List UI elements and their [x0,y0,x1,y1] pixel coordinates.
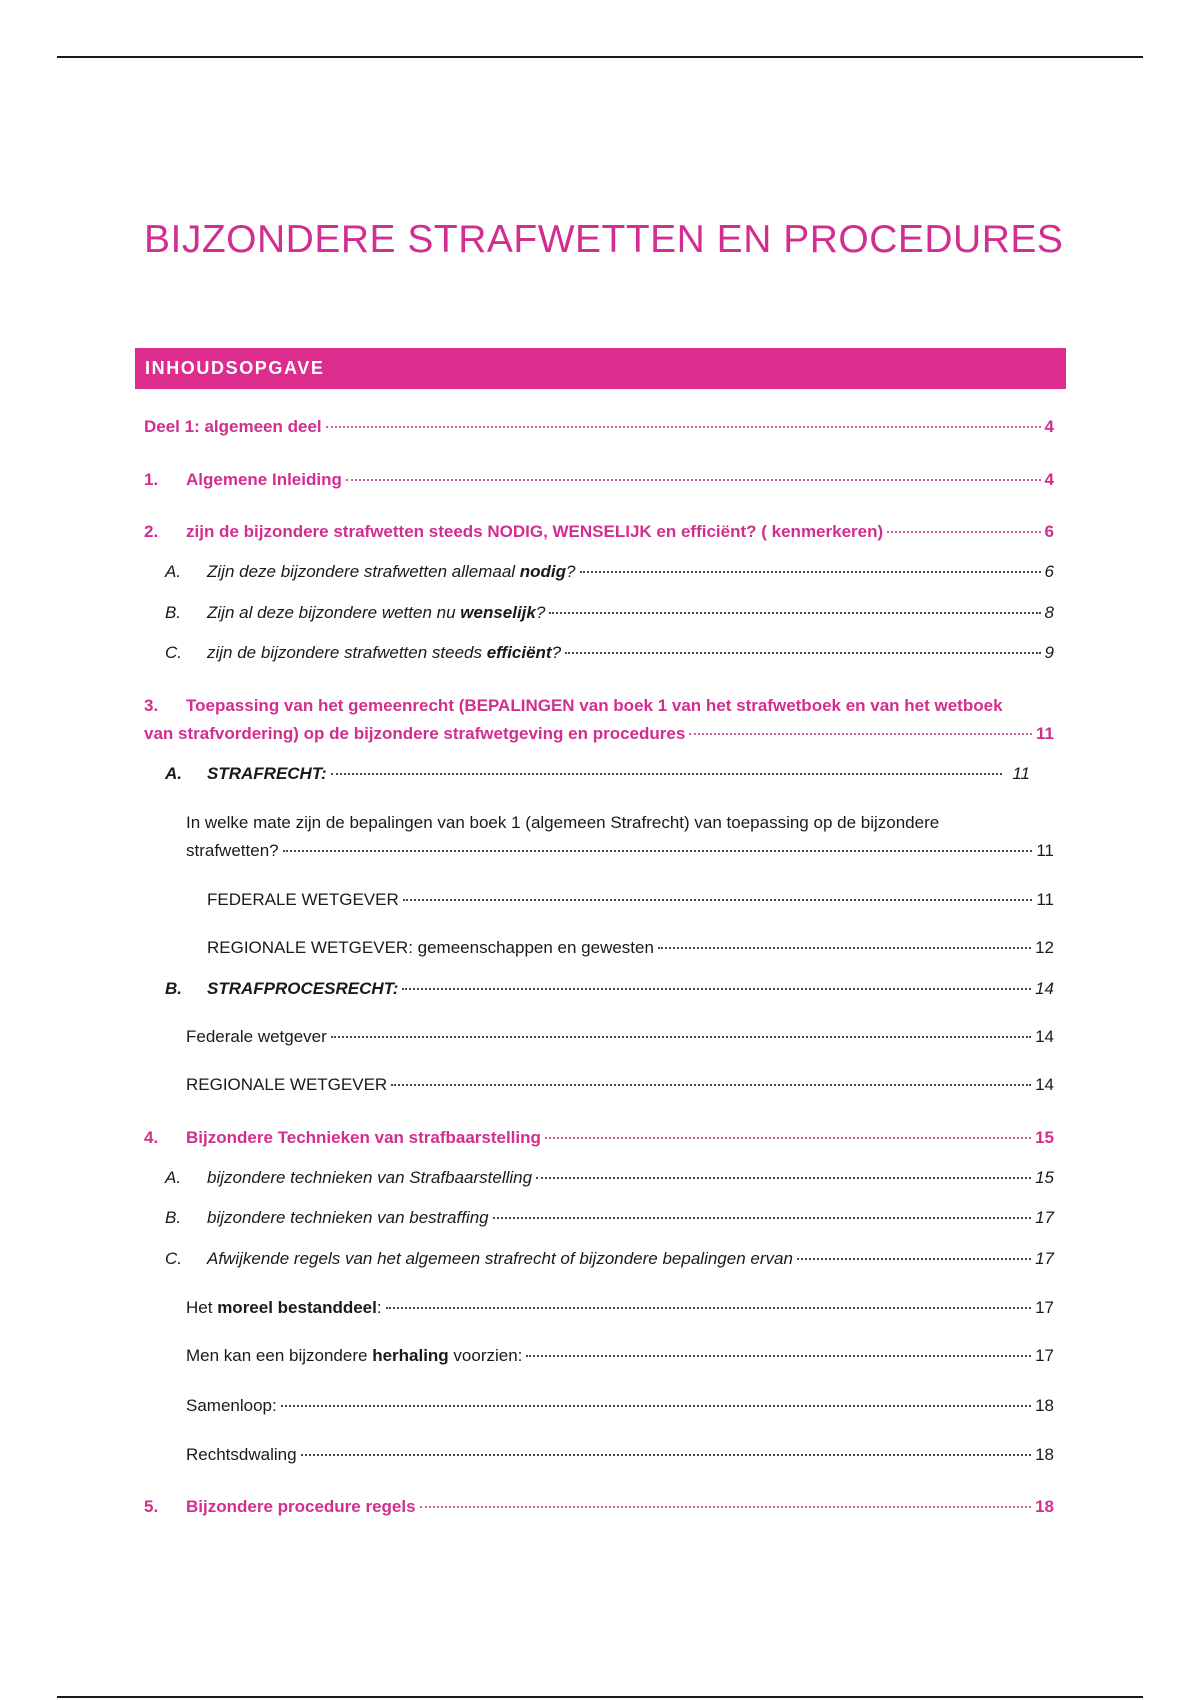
toc-entry-herhaling[interactable] [186,1342,1054,1370]
dot-leader [565,652,1040,654]
toc-entry-2a[interactable] [165,558,1054,586]
dot-leader [402,988,1031,990]
toc-entry-page: 14 [1035,1075,1054,1094]
toc-entry-page: 12 [1035,938,1054,957]
toc-entry-text: bijzondere technieken van bestraffing [207,1208,489,1227]
toc-entry-number: A. [165,764,182,783]
toc-entry-text: Rechtsdwaling [186,1445,297,1464]
toc-entry-page: 17 [1035,1208,1054,1227]
dot-leader [545,1137,1031,1139]
toc-entry-text: Men kan een bijzondere herhaling voorzien: [186,1346,523,1365]
toc-entry-page: 11 [1012,764,1030,783]
toc-entry-page: 15 [1035,1168,1054,1187]
document-title: BIJZONDERE STRAFWETTEN EN PROCEDURES [144,218,1064,261]
toc-entry-number: 4. [144,1128,159,1147]
dot-leader [689,733,1032,735]
toc-entry-text: Afwijkende regels van het algemeen strafrecht of bijzondere bepalingen ervan [207,1249,793,1268]
toc-entry-page: 11 [1036,890,1054,909]
toc-entry-page: 17 [1035,1249,1054,1268]
toc-entry-number: B. [165,979,182,998]
toc-entry-page: 18 [1035,1396,1054,1415]
dot-leader [493,1217,1031,1219]
toc-heading: INHOUDSOPGAVE [145,358,325,378]
toc-entry-number: A. [165,1168,182,1187]
toc-entry-4[interactable] [144,1124,1054,1152]
toc-entry-page: 17 [1035,1298,1054,1317]
toc-entry-text: STRAFPROCESRECHT: [207,979,399,998]
toc-entry-text: Algemene Inleiding [186,470,342,489]
toc-entry-number: 1. [144,470,159,489]
toc-entry-1[interactable] [144,466,1054,494]
toc-entry-4c[interactable] [165,1245,1054,1273]
toc-entry-page: 18 [1035,1497,1054,1516]
dot-leader [331,773,1002,775]
toc-entry-page: 14 [1035,1027,1054,1046]
dot-leader [420,1506,1032,1508]
toc-entry-number: C. [165,643,182,662]
toc-entry-page: 8 [1044,603,1054,622]
toc-entry-number: A. [165,562,182,581]
toc-entry-4b[interactable] [165,1204,1054,1232]
toc-entry-5[interactable] [144,1493,1054,1521]
toc-entry-text: REGIONALE WETGEVER [186,1075,388,1094]
toc-entry-text: van strafvordering) op de bijzondere strafwetgeving en procedures [144,724,686,743]
toc-entry-2[interactable] [144,518,1054,546]
dot-leader [403,899,1033,901]
toc-entry-moreel-bestanddeel[interactable] [186,1294,1054,1322]
toc-entry-page: 4 [1044,417,1054,436]
toc-entry-3a[interactable] [165,760,1030,788]
dot-leader [386,1307,1031,1309]
toc-entry-text: Zijn al deze bijzondere wetten nu wenselijk? [207,603,546,622]
dot-leader [549,612,1040,614]
dot-leader [301,1454,1032,1456]
toc-entry-page: 11 [1036,841,1054,860]
toc-entry-3-line1[interactable] [144,692,1003,720]
toc-entry-2c[interactable] [165,639,1054,667]
toc-entry-text: Het moreel bestanddeel: [186,1298,382,1317]
dot-leader [580,571,1041,573]
toc-entry-text: Zijn deze bijzondere strafwetten allemaal nodig? [207,562,576,581]
toc-entry-deel-1[interactable] [144,413,1054,441]
dot-leader [887,531,1040,533]
toc-entry-regionale-wetgever-gemeenschappen[interactable] [207,934,1054,962]
dot-leader [326,426,1041,428]
toc-entry-text: Bijzondere Technieken van strafbaarstelling [186,1128,541,1147]
toc-heading-banner [135,348,1066,389]
toc-entry-text: Federale wetgever [186,1027,327,1046]
toc-entry-in-welke-mate-line2[interactable] [186,837,1054,865]
toc-entry-text: FEDERALE WETGEVER [207,890,399,909]
toc-entry-text: Deel 1: algemeen deel [144,417,322,436]
top-rule [57,56,1143,58]
toc-entry-page: 9 [1044,643,1054,662]
toc-entry-page: 11 [1036,724,1054,743]
toc-entry-rechtsdwaling[interactable] [186,1441,1054,1469]
dot-leader [658,947,1031,949]
bottom-rule [57,1696,1143,1698]
toc-entry-page: 6 [1044,522,1054,541]
toc-entry-page: 6 [1044,562,1054,581]
toc-entry-federale-wetgever[interactable] [207,886,1054,914]
toc-entry-page: 18 [1035,1445,1054,1464]
toc-entry-text: bijzondere technieken van Strafbaarstelling [207,1168,533,1187]
toc-entry-4a[interactable] [165,1164,1054,1192]
dot-leader [391,1084,1031,1086]
toc-entry-3b[interactable] [165,975,1054,1003]
toc-entry-3-line2[interactable] [144,720,1054,748]
dot-leader [346,479,1041,481]
dot-leader [281,1405,1031,1407]
toc-entry-number: C. [165,1249,182,1268]
toc-entry-page: 15 [1035,1128,1054,1147]
toc-entry-text: REGIONALE WETGEVER: gemeenschappen en gewesten [207,938,654,957]
toc-entry-text: zijn de bijzondere strafwetten steeds efficiënt? [207,643,562,662]
toc-entry-page: 14 [1035,979,1054,998]
toc-entry-text: zijn de bijzondere strafwetten steeds NODIG, WENSELIJK en efficiënt? ( kenmerkeren) [186,522,884,541]
toc-entry-text: Bijzondere procedure regels [186,1497,416,1516]
toc-entry-page: 4 [1044,470,1054,489]
toc-entry-number: 3. [144,696,159,715]
toc-entry-in-welke-mate-line1[interactable] [186,809,939,837]
dot-leader [283,850,1033,852]
dot-leader [536,1177,1031,1179]
toc-entry-text: strafwetten? [186,841,279,860]
dot-leader [526,1355,1031,1357]
toc-entry-page: 17 [1035,1346,1054,1365]
toc-entry-number: 5. [144,1497,159,1516]
toc-entry-2b[interactable] [165,599,1054,627]
dot-leader [797,1258,1031,1260]
toc-entry-text: In welke mate zijn de bepalingen van boek 1 (algemeen Strafrecht) van toepassing op de bijzondere [186,813,940,832]
toc-entry-number: B. [165,1208,182,1227]
toc-entry-number: B. [165,603,182,622]
toc-entry-text: STRAFRECHT: [207,764,327,783]
toc-entry-text: Toepassing van het gemeenrecht (BEPALINGEN van boek 1 van het strafwetboek en van het wetboek [186,696,1003,715]
toc-entry-samenloop[interactable] [186,1392,1054,1420]
toc-entry-number: 2. [144,522,159,541]
toc-entry-federale-wetgever-procesrecht[interactable] [186,1023,1054,1051]
dot-leader [331,1036,1031,1038]
toc-entry-regionale-wetgever-procesrecht[interactable] [186,1071,1054,1099]
toc-entry-text: Samenloop: [186,1396,277,1415]
